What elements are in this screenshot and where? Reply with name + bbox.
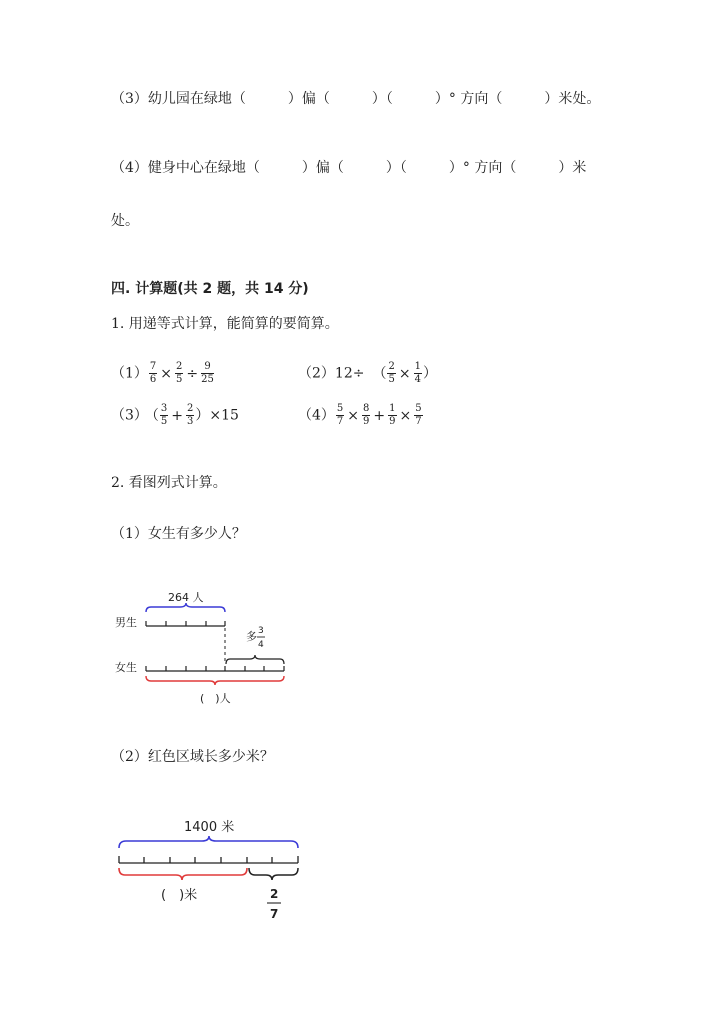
more-prefix: 多 (246, 630, 257, 643)
question-4-line1: （4）健身中心在绿地（ ）偏（ ）（ ）° 方向（ ）米 (111, 160, 587, 176)
more-denominator: 4 (258, 640, 264, 650)
blue-brace (119, 836, 298, 848)
fraction: $\frac{2}{5}$ (176, 361, 183, 385)
problem-2-title: 2. 看图列式计算。 (111, 475, 227, 491)
more-numerator: 3 (258, 626, 264, 636)
fraction: $\frac{9}{25}$ (201, 361, 214, 385)
sub-question-1-title: （1）女生有多少人？ (111, 526, 246, 542)
fraction-denominator: 7 (270, 907, 279, 921)
fraction: $\frac{7}{6}$ (149, 361, 157, 385)
fraction: $\frac{3}{5}$ (160, 403, 168, 427)
fraction: $\frac{1}{4}$ (414, 361, 421, 385)
fraction: $\frac{5}{7}$ (415, 403, 422, 427)
question-3: （3）幼儿园在绿地（ ）偏（ ）（ ）° 方向（ ）米处。 (111, 91, 601, 107)
calc-1-label: （1） (111, 365, 148, 382)
girls-label: 女生 (115, 661, 137, 674)
fraction-numerator: 2 (270, 887, 279, 901)
calc-2: （2）12÷ （ $\frac{2}{5}$ × $\frac{1}{4}$ ） (298, 361, 437, 385)
calc-2-label: （2） (298, 365, 335, 382)
calc-4: （4） $\frac{5}{7}$ × $\frac{8}{9}$ + $\frac{1}{9}$ × $\frac{5}{7}$ (298, 403, 422, 427)
boys-label: 男生 (115, 616, 137, 629)
calc-3-label: （3） (111, 407, 148, 424)
section-title: 四. 计算题(共 2 题，共 14 分) (111, 281, 309, 297)
question-4-line2: 处。 (111, 213, 139, 229)
problem-1-title: 1. 用递等式计算，能简算的要简算。 (111, 316, 339, 332)
fraction: $\frac{5}{7}$ (336, 403, 344, 427)
diagram1-bottom-label: ( )人 (200, 692, 231, 705)
diagram2-top-label: 1400 米 (184, 820, 235, 835)
sub-question-2-title: （2）红色区域长多少米？ (111, 749, 274, 765)
fraction: $\frac{2}{3}$ (187, 403, 194, 427)
fraction: $\frac{2}{5}$ (388, 361, 395, 385)
black-brace (249, 868, 298, 880)
fraction: $\frac{1}{9}$ (389, 403, 396, 427)
calc-4-label: （4） (298, 407, 335, 424)
calc-1: （1） $\frac{7}{6}$ × $\frac{2}{5}$ ÷ $\frac{9}{25}$ (111, 361, 214, 385)
red-brace (119, 868, 247, 880)
diagram1-top-label: 264 人 (168, 591, 204, 604)
calc-3: （3） （ $\frac{3}{5}$ + $\frac{2}{3}$ ）×15 (111, 403, 239, 427)
diagram2-bottom-label: ( )米 (161, 888, 198, 903)
fraction: $\frac{8}{9}$ (363, 403, 370, 427)
